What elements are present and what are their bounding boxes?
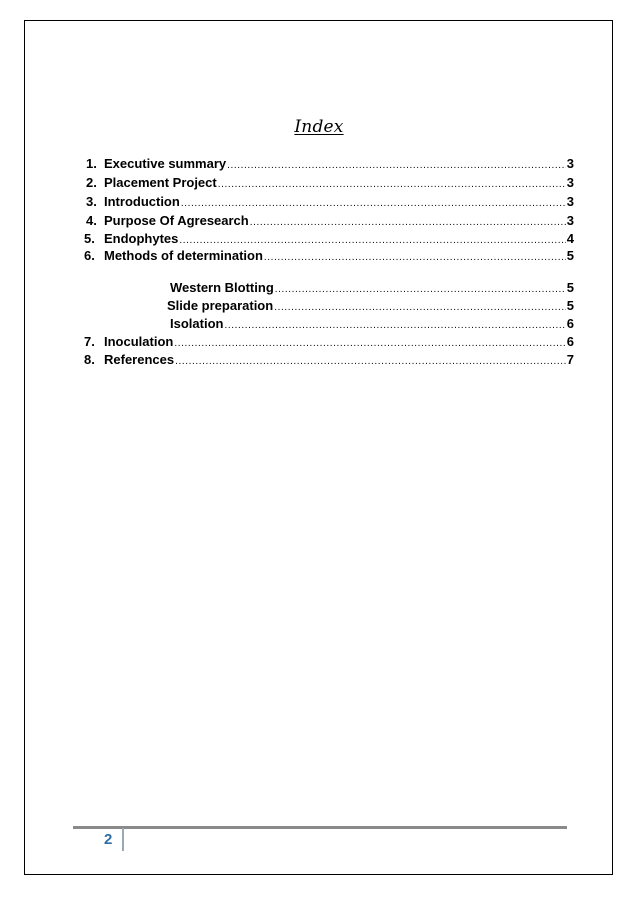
- toc-leader-dots: [227, 158, 566, 174]
- toc-entry-number: 2.: [86, 175, 97, 190]
- toc-entry-label: Endophytes: [104, 231, 179, 246]
- toc-entry-label: Isolation: [170, 316, 224, 331]
- toc-entry-executive-summary[interactable]: [86, 156, 574, 174]
- toc-entry-page: 5: [566, 298, 574, 313]
- toc-entry-number: 7.: [84, 334, 95, 349]
- toc-entry-endophytes[interactable]: [84, 231, 574, 249]
- toc-entry-references[interactable]: [84, 352, 574, 370]
- toc-entry-page: 4: [566, 231, 574, 246]
- toc-entry-placement-project[interactable]: [86, 175, 574, 193]
- toc-entry-page: 6: [566, 316, 574, 331]
- toc-entry-label: Introduction: [104, 194, 180, 209]
- toc-leader-dots: [179, 233, 565, 249]
- toc-entry-number: 5.: [84, 231, 95, 246]
- toc-entry-label: Slide preparation: [167, 298, 274, 313]
- toc-entry-number: 8.: [84, 352, 95, 367]
- toc-entry-number: 6.: [84, 248, 95, 263]
- toc-leader-dots: [264, 250, 566, 266]
- toc-leader-dots: [275, 282, 566, 298]
- toc-entry-page: 3: [566, 194, 574, 209]
- index-title: Index: [294, 117, 344, 137]
- toc-leader-dots: [250, 215, 566, 231]
- toc-entry-number: 1.: [86, 156, 97, 171]
- toc-entry-label: Executive summary: [104, 156, 227, 171]
- footer-page-number: 2: [104, 831, 113, 848]
- toc-entry-page: 5: [566, 248, 574, 263]
- toc-leader-dots: [181, 196, 566, 212]
- toc-leader-dots: [175, 354, 566, 370]
- toc-entry-purpose-of-agresearch[interactable]: [86, 213, 574, 231]
- toc-leader-dots: [218, 177, 566, 193]
- toc-entry-inoculation[interactable]: [84, 334, 574, 352]
- toc-entry-page: 3: [566, 175, 574, 190]
- toc-entry-page: 5: [566, 280, 574, 295]
- toc-entry-label: Placement Project: [104, 175, 217, 190]
- toc-entry-label: Purpose Of Agresearch: [104, 213, 249, 228]
- toc-leader-dots: [274, 300, 566, 316]
- toc-subentry-isolation[interactable]: [170, 316, 574, 334]
- toc-subentry-slide-preparation[interactable]: [167, 298, 574, 316]
- toc-entry-introduction[interactable]: [86, 194, 574, 212]
- toc-entry-page: 3: [566, 156, 574, 171]
- toc-entry-number: 4.: [86, 213, 97, 228]
- toc-entry-page: 7: [566, 352, 574, 367]
- footer-rule: [73, 826, 567, 829]
- footer-divider: [122, 828, 124, 851]
- toc-entry-methods-of-determination[interactable]: [84, 248, 574, 266]
- toc-entry-label: Inoculation: [104, 334, 174, 349]
- toc-leader-dots: [174, 336, 565, 352]
- toc-entry-page: 3: [566, 213, 574, 228]
- toc-entry-label: Western Blotting: [170, 280, 274, 295]
- toc-entry-label: Methods of determination: [104, 248, 263, 263]
- toc-leader-dots: [224, 318, 565, 334]
- toc-entry-number: 3.: [86, 194, 97, 209]
- toc-subentry-western-blotting[interactable]: [170, 280, 574, 298]
- toc-entry-page: 6: [566, 334, 574, 349]
- toc-entry-label: References: [104, 352, 175, 367]
